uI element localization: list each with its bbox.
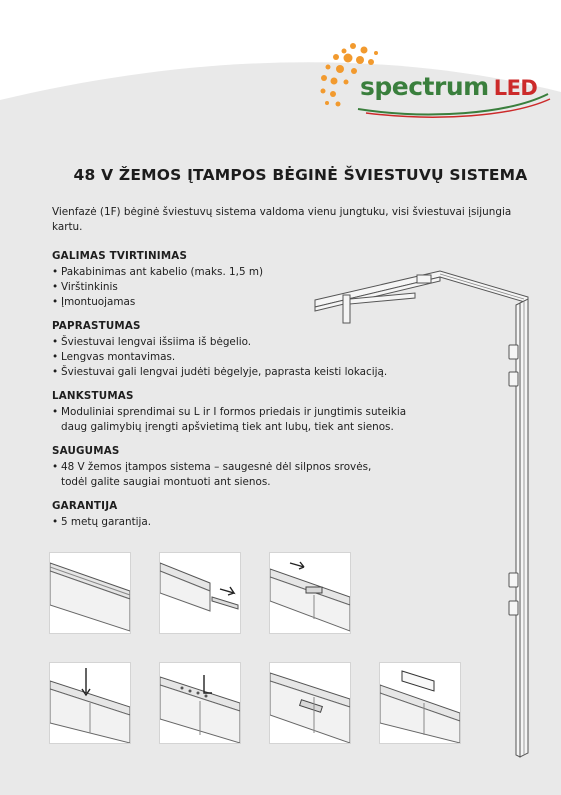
section-heading: PAPRASTUMAS [52,320,141,332]
section-mounting [52,249,522,310]
section-simplicity [52,319,522,380]
list-item: • Moduliniai sprendimai su L ir I formos priedais ir jungtimis suteikia daug galimybių įrengti apšvietimą tiek ant lubų, tiek ant sienos. [52,406,407,433]
section-heading: GARANTIJA [52,500,118,512]
installation-step-7-icon [380,663,460,743]
section-heading: SAUGUMAS [52,445,120,457]
list-item: • 5 metų garantija. [52,516,152,528]
list-item: • Lengvas montavimas. [52,351,176,363]
section-warranty [52,499,522,530]
list-item: • Šviestuvai gali lengvai judėti bėgelyje, paprasta keisti lokaciją. [52,366,388,378]
list-item: • 48 V žemos įtampos sistema – saugesnė dėl silpnos srovės, todėl galite saugiai montuoti ant sienos. [52,461,372,488]
section-heading: LANKSTUMAS [52,390,134,402]
installation-step-6-icon [270,663,350,743]
page-title: 48 V ŽEMOS ĮTAMPOS BĖGINĖ ŠVIESTUVŲ SISTEMA [73,166,528,184]
installation-step-4-icon [50,663,130,743]
installation-step-3-icon [270,553,350,633]
installation-step-5-icon [160,663,240,743]
section-safety [52,444,522,490]
brand-word-spectrum: spectrum [360,72,489,101]
spectrum-led-logo [318,42,553,124]
brand-word-led: LED [493,76,538,100]
installation-step-2-icon [160,553,240,633]
list-item: • Pakabinimas ant kabelio (maks. 1,5 m) [52,266,264,278]
list-item: • Įmontuojamas [52,296,136,308]
list-item: • Šviestuvai lengvai išsiima iš bėgelio. [52,336,252,348]
section-flexibility [52,389,522,435]
section-heading: GALIMAS TVIRTINIMAS [52,250,188,262]
content-body [52,205,522,539]
intro-text: Vienfazė (1F) bėginė šviestuvų sistema valdoma vienu jungtuku, visi šviestuvai įsijungia kartu. [52,206,512,233]
brand-wordmark [360,72,537,101]
installation-step-1-icon [50,553,130,633]
list-item: • Virštinkinis [52,281,118,293]
